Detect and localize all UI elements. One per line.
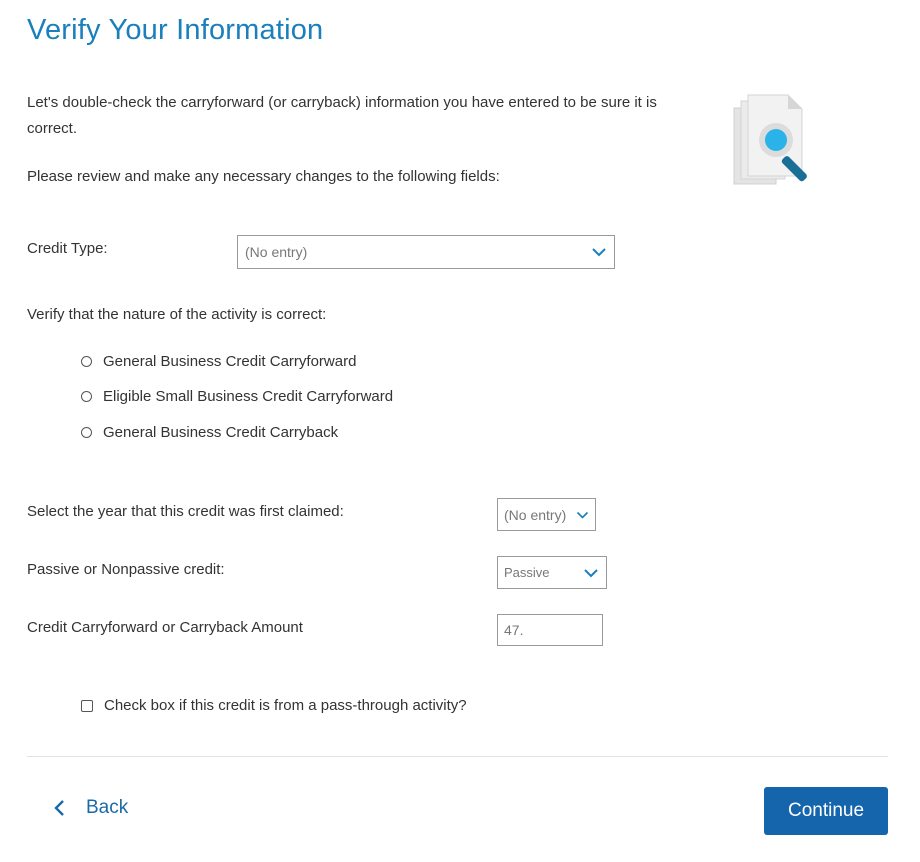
radio-small-business-carryforward[interactable] <box>81 388 393 405</box>
passive-label: Passive or Nonpassive credit: <box>27 561 225 578</box>
radio-label: Eligible Small Business Credit Carryforward <box>103 388 394 405</box>
page-title: Verify Your Information <box>27 14 324 46</box>
year-value: (No entry) <box>504 506 567 523</box>
radio-general-carryforward[interactable] <box>81 353 356 370</box>
amount-label: Credit Carryforward or Carryback Amount <box>27 619 303 636</box>
pass-through-checkbox-row[interactable] <box>81 697 467 714</box>
divider <box>27 756 888 757</box>
credit-type-label: Credit Type: <box>27 240 108 257</box>
back-label: Back <box>86 797 129 818</box>
radio-button[interactable] <box>81 356 92 367</box>
chevron-left-icon <box>52 798 68 818</box>
review-prompt: Please review and make any necessary changes to the following fields: <box>27 168 500 185</box>
year-select[interactable] <box>497 498 596 531</box>
chevron-down-icon <box>575 506 590 524</box>
radio-label: General Business Credit Carryback <box>103 424 339 441</box>
activity-prompt: Verify that the nature of the activity is correct: <box>27 306 327 323</box>
credit-type-value: (No entry) <box>245 244 308 260</box>
back-button[interactable] <box>52 797 128 819</box>
chevron-down-icon <box>582 564 600 582</box>
pass-through-label: Check box if this credit is from a pass-through activity? <box>104 697 467 714</box>
credit-type-select[interactable] <box>237 235 615 269</box>
radio-button[interactable] <box>81 427 92 438</box>
document-search-icon <box>730 92 822 190</box>
amount-input[interactable]: 47. <box>497 614 603 646</box>
passive-value: Passive <box>504 565 550 580</box>
radio-button[interactable] <box>81 391 92 402</box>
chevron-down-icon <box>590 243 608 261</box>
year-label: Select the year that this credit was first claimed: <box>27 503 344 520</box>
radio-general-carryback[interactable] <box>81 424 338 441</box>
pass-through-checkbox[interactable] <box>81 700 93 712</box>
intro-text: Let's double-check the carryforward (or carryback) information you have entered to be sure it is correct. <box>27 94 657 137</box>
passive-select[interactable] <box>497 556 607 589</box>
continue-button[interactable]: Continue <box>764 787 888 835</box>
radio-label: General Business Credit Carryforward <box>103 353 357 370</box>
